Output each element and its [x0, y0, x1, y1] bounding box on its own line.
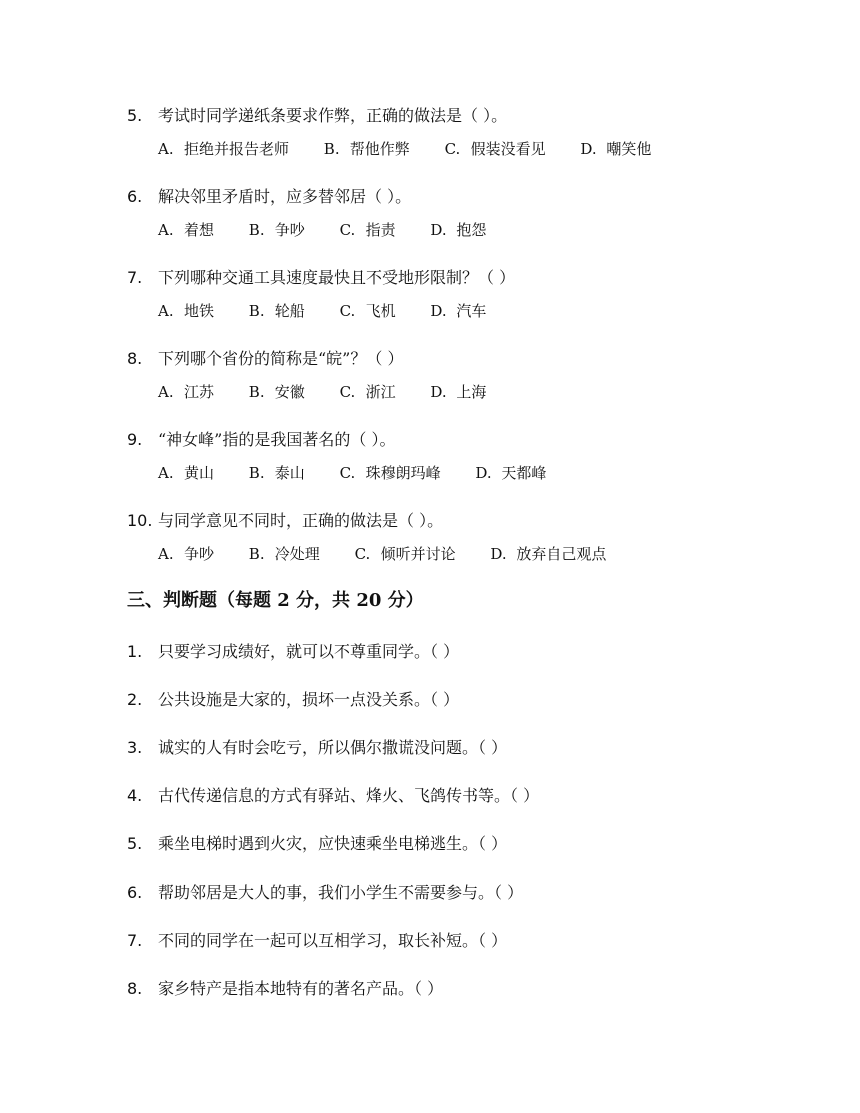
option-a: A. 着想 [158, 221, 215, 239]
option-c: C. 假装没看见 [444, 140, 546, 158]
option-a: A. 拒绝并报告老师 [158, 140, 290, 158]
question-number: 5. [127, 106, 143, 125]
tf-question-3 [127, 736, 827, 760]
option-c: C. 指责 [339, 221, 396, 239]
tf-question-1 [127, 640, 827, 664]
question-text: 诚实的人有时会吃亏，所以偶尔撒谎没问题。（ ） [158, 738, 508, 757]
mc-question-7 [127, 266, 827, 323]
question-number: 8. [127, 349, 143, 368]
question-number: 7. [127, 931, 143, 950]
mc-question-6 [127, 185, 827, 242]
question-number: 10. [127, 511, 153, 530]
question-number: 6. [127, 883, 143, 902]
section-title-true-false: 三、判断题（每题 2 分，共 20 分） [127, 590, 424, 611]
option-d: D. 抱怨 [430, 221, 487, 239]
option-d: D. 天都峰 [475, 464, 547, 482]
option-a: A. 地铁 [158, 302, 215, 320]
option-c: C. 浙江 [339, 383, 396, 401]
option-c: C. 珠穆朗玛峰 [339, 464, 441, 482]
mc-question-5 [127, 104, 827, 161]
question-number: 4. [127, 786, 143, 805]
tf-question-7 [127, 929, 827, 953]
option-d: D. 嘲笑他 [580, 140, 652, 158]
question-text: 公共设施是大家的，损坏一点没关系。（ ） [158, 690, 460, 709]
question-text: 古代传递信息的方式有驿站、烽火、飞鸽传书等。（ ） [158, 786, 540, 805]
question-text: 考试时同学递纸条要求作弊，正确的做法是（ ）。 [158, 106, 508, 125]
question-text: 家乡特产是指本地特有的著名产品。（ ） [158, 979, 444, 998]
options-row [127, 299, 827, 323]
tf-question-6 [127, 881, 827, 905]
question-text: 乘坐电梯时遇到火灾，应快速乘坐电梯逃生。（ ） [158, 834, 508, 853]
question-text: 不同的同学在一起可以互相学习，取长补短。（ ） [158, 931, 508, 950]
option-a: A. 争吵 [158, 545, 215, 563]
mc-question-10 [127, 509, 827, 566]
mc-question-8 [127, 347, 827, 404]
tf-question-2 [127, 688, 827, 712]
question-number: 5. [127, 834, 143, 853]
question-text: 下列哪个省份的简称是“皖”？（ ） [158, 349, 404, 368]
options-row [127, 137, 827, 161]
question-number: 7. [127, 268, 143, 287]
option-d: D. 上海 [430, 383, 487, 401]
option-b: B. 帮他作弊 [323, 140, 410, 158]
options-row [127, 218, 827, 242]
question-number: 2. [127, 690, 143, 709]
question-text: 解决邻里矛盾时，应多替邻居（ ）。 [158, 187, 412, 206]
option-b: B. 轮船 [248, 302, 305, 320]
option-c: C. 倾听并讨论 [354, 545, 456, 563]
question-number: 3. [127, 738, 143, 757]
question-text: 只要学习成绩好，就可以不尊重同学。（ ） [158, 642, 460, 661]
tf-question-5 [127, 832, 827, 856]
question-text: 与同学意见不同时，正确的做法是（ ）。 [158, 511, 444, 530]
question-text: 帮助邻居是大人的事，我们小学生不需要参与。（ ） [158, 883, 524, 902]
option-b: B. 冷处理 [248, 545, 320, 563]
options-row [127, 461, 827, 485]
question-text: “神女峰”指的是我国著名的（ ）。 [158, 430, 396, 449]
option-d: D. 放弃自己观点 [490, 545, 607, 563]
option-b: B. 争吵 [248, 221, 305, 239]
option-b: B. 安徽 [248, 383, 305, 401]
question-number: 1. [127, 642, 143, 661]
option-b: B. 泰山 [248, 464, 305, 482]
options-row [127, 380, 827, 404]
option-c: C. 飞机 [339, 302, 396, 320]
options-row [127, 542, 827, 566]
option-a: A. 黄山 [158, 464, 215, 482]
mc-question-9 [127, 428, 827, 485]
tf-question-8 [127, 977, 827, 1001]
question-number: 8. [127, 979, 143, 998]
tf-question-4 [127, 784, 827, 808]
question-text: 下列哪种交通工具速度最快且不受地形限制？（ ） [158, 268, 516, 287]
question-number: 6. [127, 187, 143, 206]
question-number: 9. [127, 430, 143, 449]
option-d: D. 汽车 [430, 302, 487, 320]
option-a: A. 江苏 [158, 383, 215, 401]
